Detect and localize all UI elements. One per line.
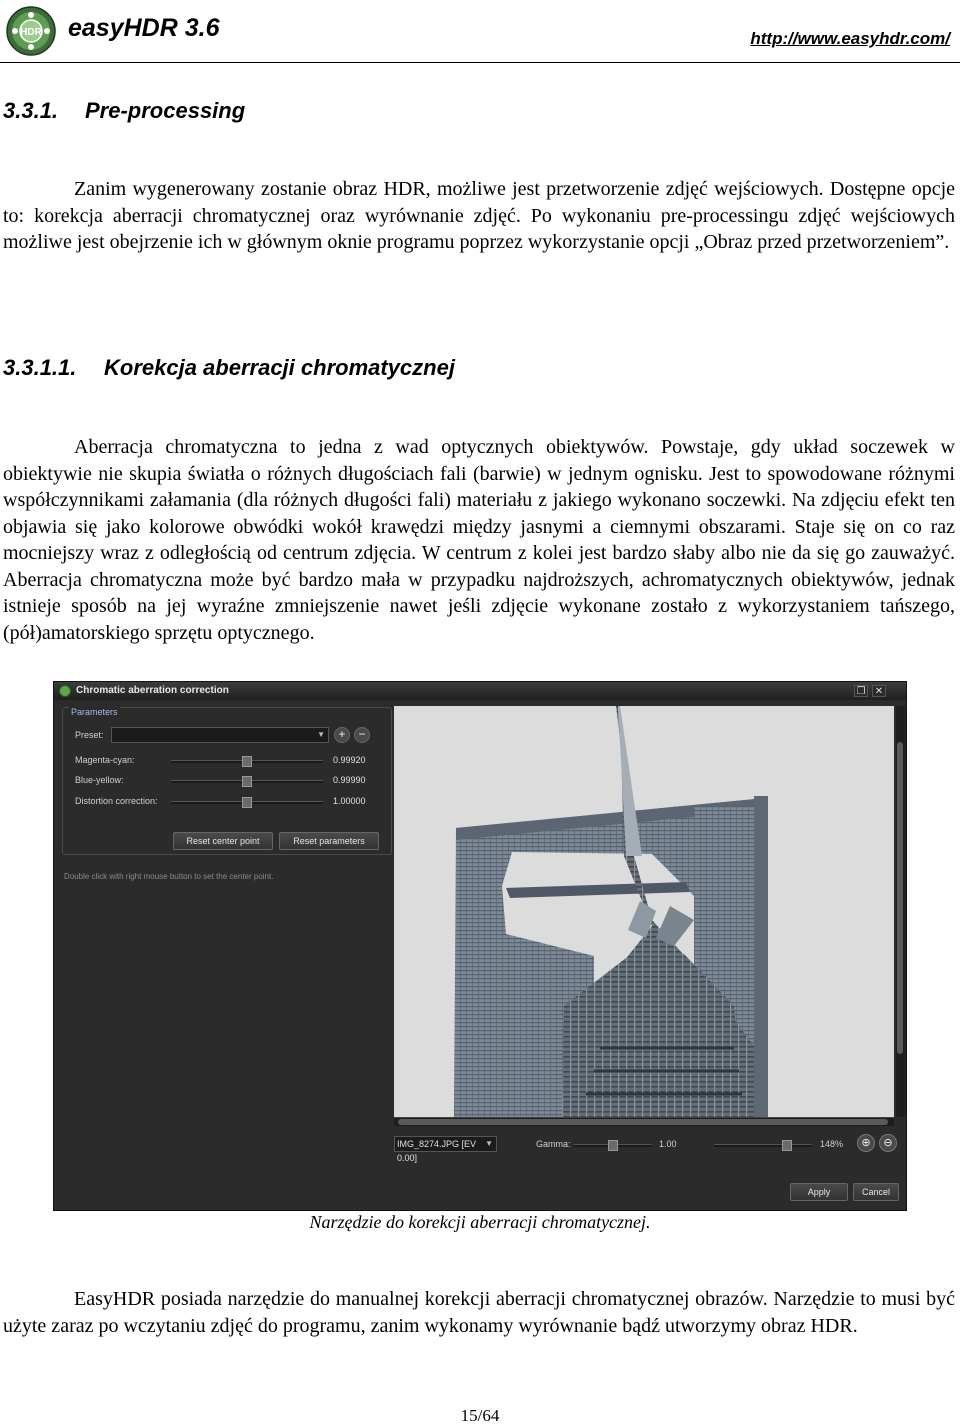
remove-preset-button[interactable]: − — [354, 727, 370, 743]
section-title: Pre-processing — [85, 98, 246, 123]
add-preset-button[interactable]: + — [334, 727, 350, 743]
image-select[interactable] — [394, 1136, 497, 1163]
chromatic-aberration-dialog — [53, 681, 907, 1211]
zoom-slider[interactable] — [714, 1144, 812, 1147]
slider-label: Blue-yellow: — [75, 775, 124, 785]
slider-label: Magenta-cyan: — [75, 755, 135, 765]
reset-parameters-button[interactable]: Reset parameters — [279, 832, 379, 850]
zoom-out-icon[interactable]: ⊖ — [879, 1134, 897, 1152]
preset-select[interactable] — [111, 727, 329, 743]
preview-vertical-scrollbar[interactable] — [896, 706, 905, 1117]
apply-button[interactable]: Apply — [790, 1183, 848, 1201]
section-paragraph: Zanim wygenerowany zostanie obraz HDR, możliwe jest przetworzenie zdjęć wejściowych. Dostępne opcje to: korekcja aberracji chromatycznej oraz wyrównanie zdjęć. Po wykonaniu pre-processingu zdjęć wejściowych możliwe jest obejrzenie ich w głównym oknie programu poprzez wykorzystanie opcji „Obraz przed przetworzeniem”. — [3, 178, 955, 253]
zoom-slider-thumb[interactable] — [782, 1140, 792, 1151]
zoom-value: 148% — [820, 1139, 844, 1149]
app-icon — [59, 685, 71, 697]
parameters-group — [62, 707, 392, 855]
horizontal-scroll-thumb[interactable] — [398, 1119, 888, 1125]
center-point-hint: Double click with right mouse button to set the center point. — [64, 872, 274, 881]
slider-thumb[interactable] — [242, 776, 252, 787]
closing-paragraph: EasyHDR posiada narzędzie do manualnej korekcji aberracji chromatycznej obrazów. Narzędzie to musi być użyte zaraz po wczytaniu zdjęć do programu, zanim wykonamy wyrównanie bądź utworzymy obraz HDR. — [3, 1288, 955, 1337]
restore-icon[interactable]: ❐ — [854, 685, 868, 697]
subsection-number: 3.3.1.1. — [3, 355, 77, 380]
gamma-value: 1.00 — [659, 1139, 677, 1149]
close-icon[interactable]: ✕ — [872, 685, 886, 697]
parameters-group-title: Parameters — [71, 707, 118, 717]
section-heading — [3, 98, 245, 124]
svg-text:HDR: HDR — [20, 27, 42, 38]
slider-value: 0.99920 — [333, 755, 366, 765]
slider-value: 1.00000 — [333, 796, 366, 806]
chevron-down-icon: ▼ — [317, 730, 325, 739]
page-header — [0, 0, 960, 62]
website-link[interactable]: http://www.easyhdr.com/ — [750, 29, 950, 48]
dialog-title: Chromatic aberration correction — [76, 685, 229, 696]
gamma-slider[interactable] — [574, 1144, 652, 1147]
subsection-paragraph: Aberracja chromatyczna to jedna z wad optycznych obiektywów. Powstaje, gdy układ soczewek w obiektywie nie skupia światła o różnych długościach fali (barwie) w jednym ognisku. Jest to spowodowane różnymi współczynnikami załamania (dla różnych długości fali) materiału z jakiego wykonano soczewki. Na zdjęciu efekt ten objawia się jako kolorowe obwódki wokół krawędzi między jasnymi a ciemnymi obszarami. Staje się on co raz mocniejszy wraz z odległością od centrum zdjęcia. W centrum z kolei jest bardzo słaby albo nie da się go zauważyć. Aberracja chromatyczna może być bardzo mała w przypadku najdroższych, achromatycznych obiektywów, jednak istnieje sposób na jej wyraźne zmniejszenie nawet jeśli zdjęcie wykonane zostało z wykorzystaniem tańszego, (pół)amatorskiego sprzętu optycznego. — [3, 436, 955, 644]
parameter-slider[interactable] — [171, 780, 323, 783]
zoom-in-icon[interactable]: ⊕ — [857, 1134, 875, 1152]
image-select-value: IMG_8274.JPG [EV 0.00] — [397, 1139, 477, 1163]
preview-horizontal-scrollbar[interactable] — [394, 1117, 894, 1126]
header-rule — [0, 62, 960, 63]
easyhdr-logo-icon — [6, 6, 56, 56]
preset-label: Preset: — [75, 730, 104, 740]
cancel-button[interactable]: Cancel — [853, 1183, 899, 1201]
dialog-titlebar — [54, 682, 906, 700]
section-number: 3.3.1. — [3, 98, 59, 123]
gamma-slider-thumb[interactable] — [608, 1140, 618, 1151]
slider-thumb[interactable] — [242, 797, 252, 808]
page-number: 15/64 — [460, 1406, 500, 1425]
parameter-slider[interactable] — [171, 801, 323, 804]
chevron-down-icon: ▼ — [485, 1139, 493, 1148]
brand-title: easyHDR 3.6 — [68, 14, 220, 42]
reset-center-point-button[interactable]: Reset center point — [173, 832, 273, 850]
subsection-title: Korekcja aberracji chromatycznej — [104, 355, 455, 380]
gamma-label: Gamma: — [536, 1139, 571, 1149]
slider-value: 0.99990 — [333, 775, 366, 785]
preview-image[interactable] — [394, 706, 894, 1117]
slider-thumb[interactable] — [242, 756, 252, 767]
parameter-slider[interactable] — [171, 760, 323, 763]
slider-label: Distortion correction: — [75, 796, 158, 806]
figure-caption: Narzędzie do korekcji aberracji chromatycznej. — [309, 1212, 651, 1232]
subsection-heading — [3, 355, 455, 381]
vertical-scroll-thumb[interactable] — [897, 742, 903, 1054]
skyscraper-photo — [394, 706, 894, 1117]
